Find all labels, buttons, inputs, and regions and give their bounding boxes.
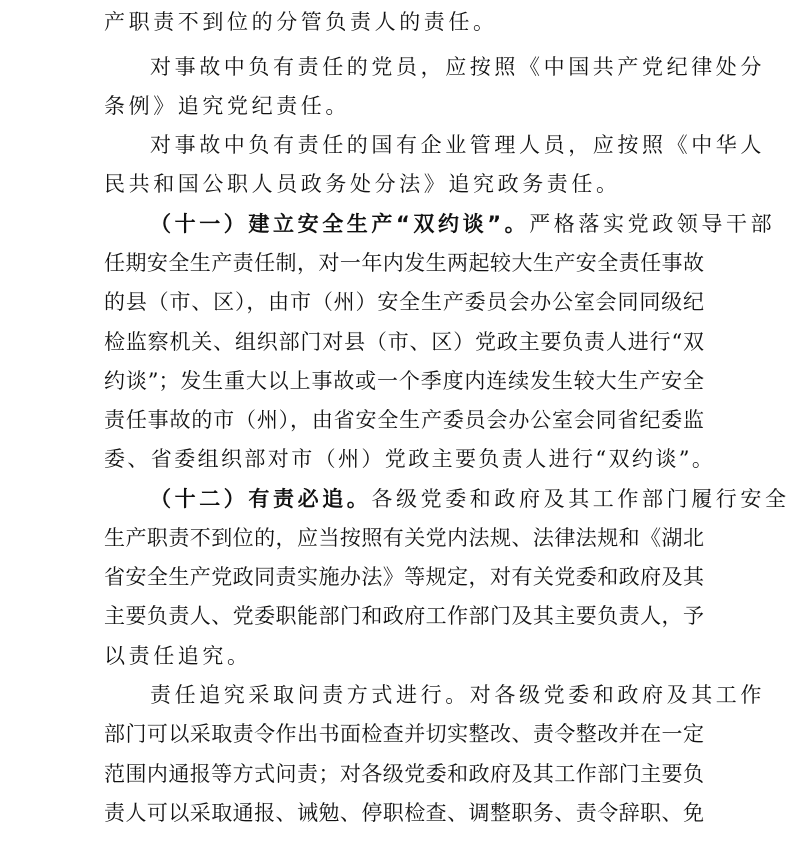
paragraph-line: 检监察机关、组织部门对县（市、区）党政主要负责人进行“双	[104, 330, 704, 354]
section-12-first-line	[150, 479, 790, 519]
paragraph-line: 产职责不到位的分管负责人的责任。	[104, 10, 498, 34]
paragraph-line: 责任事故的市（州），由省安全生产委员会办公室会同省纪委监	[104, 408, 704, 432]
paragraph-line: 责任追究采取问责方式进行。对各级党委和政府及其工作	[150, 683, 765, 707]
paragraph-line: 任期安全生产责任制，对一年内发生两起较大生产安全责任事故	[104, 251, 704, 275]
paragraph-line: 民共和国公职人员政务处分法》追究政务责任。	[104, 172, 621, 196]
paragraph-line: 部门可以采取责令作出书面检查并切实整改、责令整改并在一定	[104, 722, 704, 746]
paragraph-line: 责人可以采取通报、诫勉、停职检查、调整职务、责令辞职、免	[104, 801, 704, 825]
section-12-heading: （十二）有责必追。	[150, 487, 372, 511]
paragraph-line: 委、省委组织部对市（州）党政主要负责人进行“双约谈”。	[104, 447, 716, 471]
section-12-text: 各级党委和政府及其工作部门履行安全	[371, 487, 790, 511]
paragraph-line: 对事故中负有责任的党员，应按照《中国共产党纪律处分	[150, 55, 765, 79]
section-11-first-line	[150, 204, 776, 244]
section-11-heading: （十一）建立安全生产“双约谈”。	[150, 212, 530, 236]
paragraph-line: 生产职责不到位的，应当按照有关党内法规、法律法规和《湖北	[104, 526, 704, 550]
paragraph-line: 主要负责人、党委职能部门和政府工作部门及其主要负责人，予	[104, 604, 704, 628]
paragraph-line: 省安全生产党政同责实施办法》等规定，对有关党委和政府及其	[104, 565, 704, 589]
paragraph-line: 约谈”；发生重大以上事故或一个季度内连续发生较大生产安全	[104, 369, 704, 393]
paragraph-line: 的县（市、区），由市（州）安全生产委员会办公室会同同级纪	[104, 290, 704, 314]
paragraph-line: 以责任追究。	[104, 644, 252, 668]
paragraph-line: 对事故中负有责任的国有企业管理人员，应按照《中华人	[150, 133, 765, 157]
paragraph-line: 范围内通报等方式问责；对各级党委和政府及其工作部门主要负	[104, 762, 704, 786]
section-11-text: 严格落实党政领导干部	[529, 212, 776, 236]
paragraph-line: 条例》追究党纪责任。	[104, 94, 350, 118]
